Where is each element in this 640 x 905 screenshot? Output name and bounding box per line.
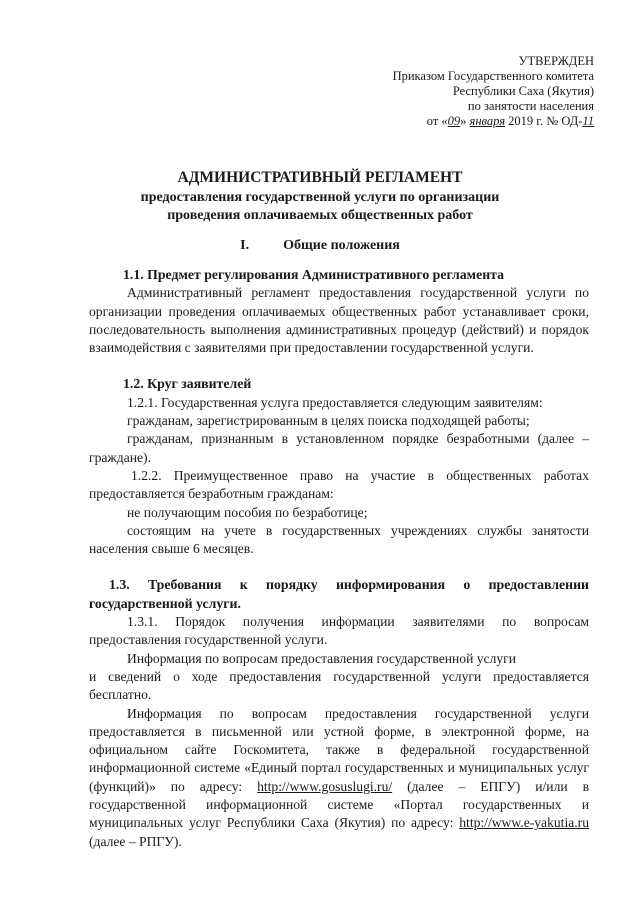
subsection-heading: 1.3. Требования к порядку информирования о предоставлении государственной услуги. bbox=[89, 577, 589, 611]
date-prefix: от « bbox=[426, 114, 448, 128]
gosuslugi-link[interactable]: http://www.gosuslugi.ru/ bbox=[257, 778, 393, 794]
paragraph: гражданам, признанным в установленном порядке безработными (далее – граждане). bbox=[89, 431, 589, 465]
approval-line: Приказом Государственного комитета bbox=[392, 69, 594, 83]
section-heading bbox=[0, 238, 640, 254]
paragraph: и сведений о ходе предоставления государственной услуги предоставляется бесплатно. bbox=[89, 668, 589, 703]
subtitle-line: проведения оплачиваемых общественных работ bbox=[167, 208, 473, 223]
approval-line: Республики Саха (Якутия) bbox=[452, 84, 594, 98]
document-body bbox=[89, 266, 589, 851]
paragraph: 1.2.2. Преимущественное право на участие в общественных работах предоставляется безработным гражданам: bbox=[89, 467, 589, 502]
paragraph-text: (далее – ЕПГУ) и/или в государственной информационной системе «Портал государственных и муниципальных услуг Республики Саха (Якутия) по адресу: bbox=[89, 778, 589, 831]
subtitle-line: предоставления государственной услуги по организации bbox=[140, 190, 500, 205]
paragraph: гражданам, зарегистрированным в целях поиска подходящей работы; bbox=[127, 413, 530, 429]
paragraph-text: (далее – РПГУ). bbox=[89, 833, 182, 849]
document-title: АДМИНИСТРАТИВНЫЙ РЕГЛАМЕНТ bbox=[177, 169, 463, 186]
paragraph: состоящим на учете в государственных учреждениях службы занятости населения свыше 6 месяцев. bbox=[89, 522, 589, 557]
section-title: Общие положения bbox=[283, 238, 400, 253]
date-month: января bbox=[469, 114, 506, 128]
order-number: 11 bbox=[582, 114, 594, 128]
e-yakutia-link[interactable]: http://www.e-yakutia.ru bbox=[459, 815, 589, 831]
subsection-heading: 1.1. Предмет регулирования Административного регламента bbox=[123, 267, 504, 282]
document-subtitle bbox=[0, 189, 640, 225]
paragraph: Информация по вопросам предоставления государственной услуги bbox=[127, 650, 517, 666]
section-number: I. bbox=[240, 238, 250, 253]
approval-line: УТВЕРЖДЕН bbox=[518, 54, 594, 68]
date-year: 2019 г. № ОД- bbox=[505, 114, 583, 128]
approval-date-line bbox=[393, 114, 594, 129]
approval-block bbox=[393, 54, 594, 129]
paragraph: Административный регламент предоставления государственной услуги по организации проведения оплачиваемых общественных работ устанавливает сроки, последовательность выполнения административных процедур (действий) и порядок взаимодействия с заявителями при предоставлении государственной услуги. bbox=[89, 285, 589, 356]
date-day: 09 bbox=[447, 114, 461, 128]
approval-line: по занятости населения bbox=[467, 99, 594, 113]
paragraph: не получающим пособия по безработице; bbox=[127, 504, 368, 520]
paragraph bbox=[89, 705, 589, 851]
paragraph: 1.3.1. Порядок получения информации заявителями по вопросам предоставления государственной услуги. bbox=[89, 614, 589, 648]
date-mid: » bbox=[460, 114, 467, 128]
paragraph: 1.2.1. Государственная услуга предоставляется следующим заявителям: bbox=[127, 394, 543, 410]
paragraph-text: Информация по вопросам предоставления государственной услуги предоставляется в письменной или устной форме, в электронной форме, на официальном сайте Госкомитета, также в федеральной государственной информационной системе «Единый портал государственных и муниципальных услуг (функций)» по адресу: bbox=[89, 705, 589, 794]
subsection-heading: 1.2. Круг заявителей bbox=[123, 376, 252, 392]
